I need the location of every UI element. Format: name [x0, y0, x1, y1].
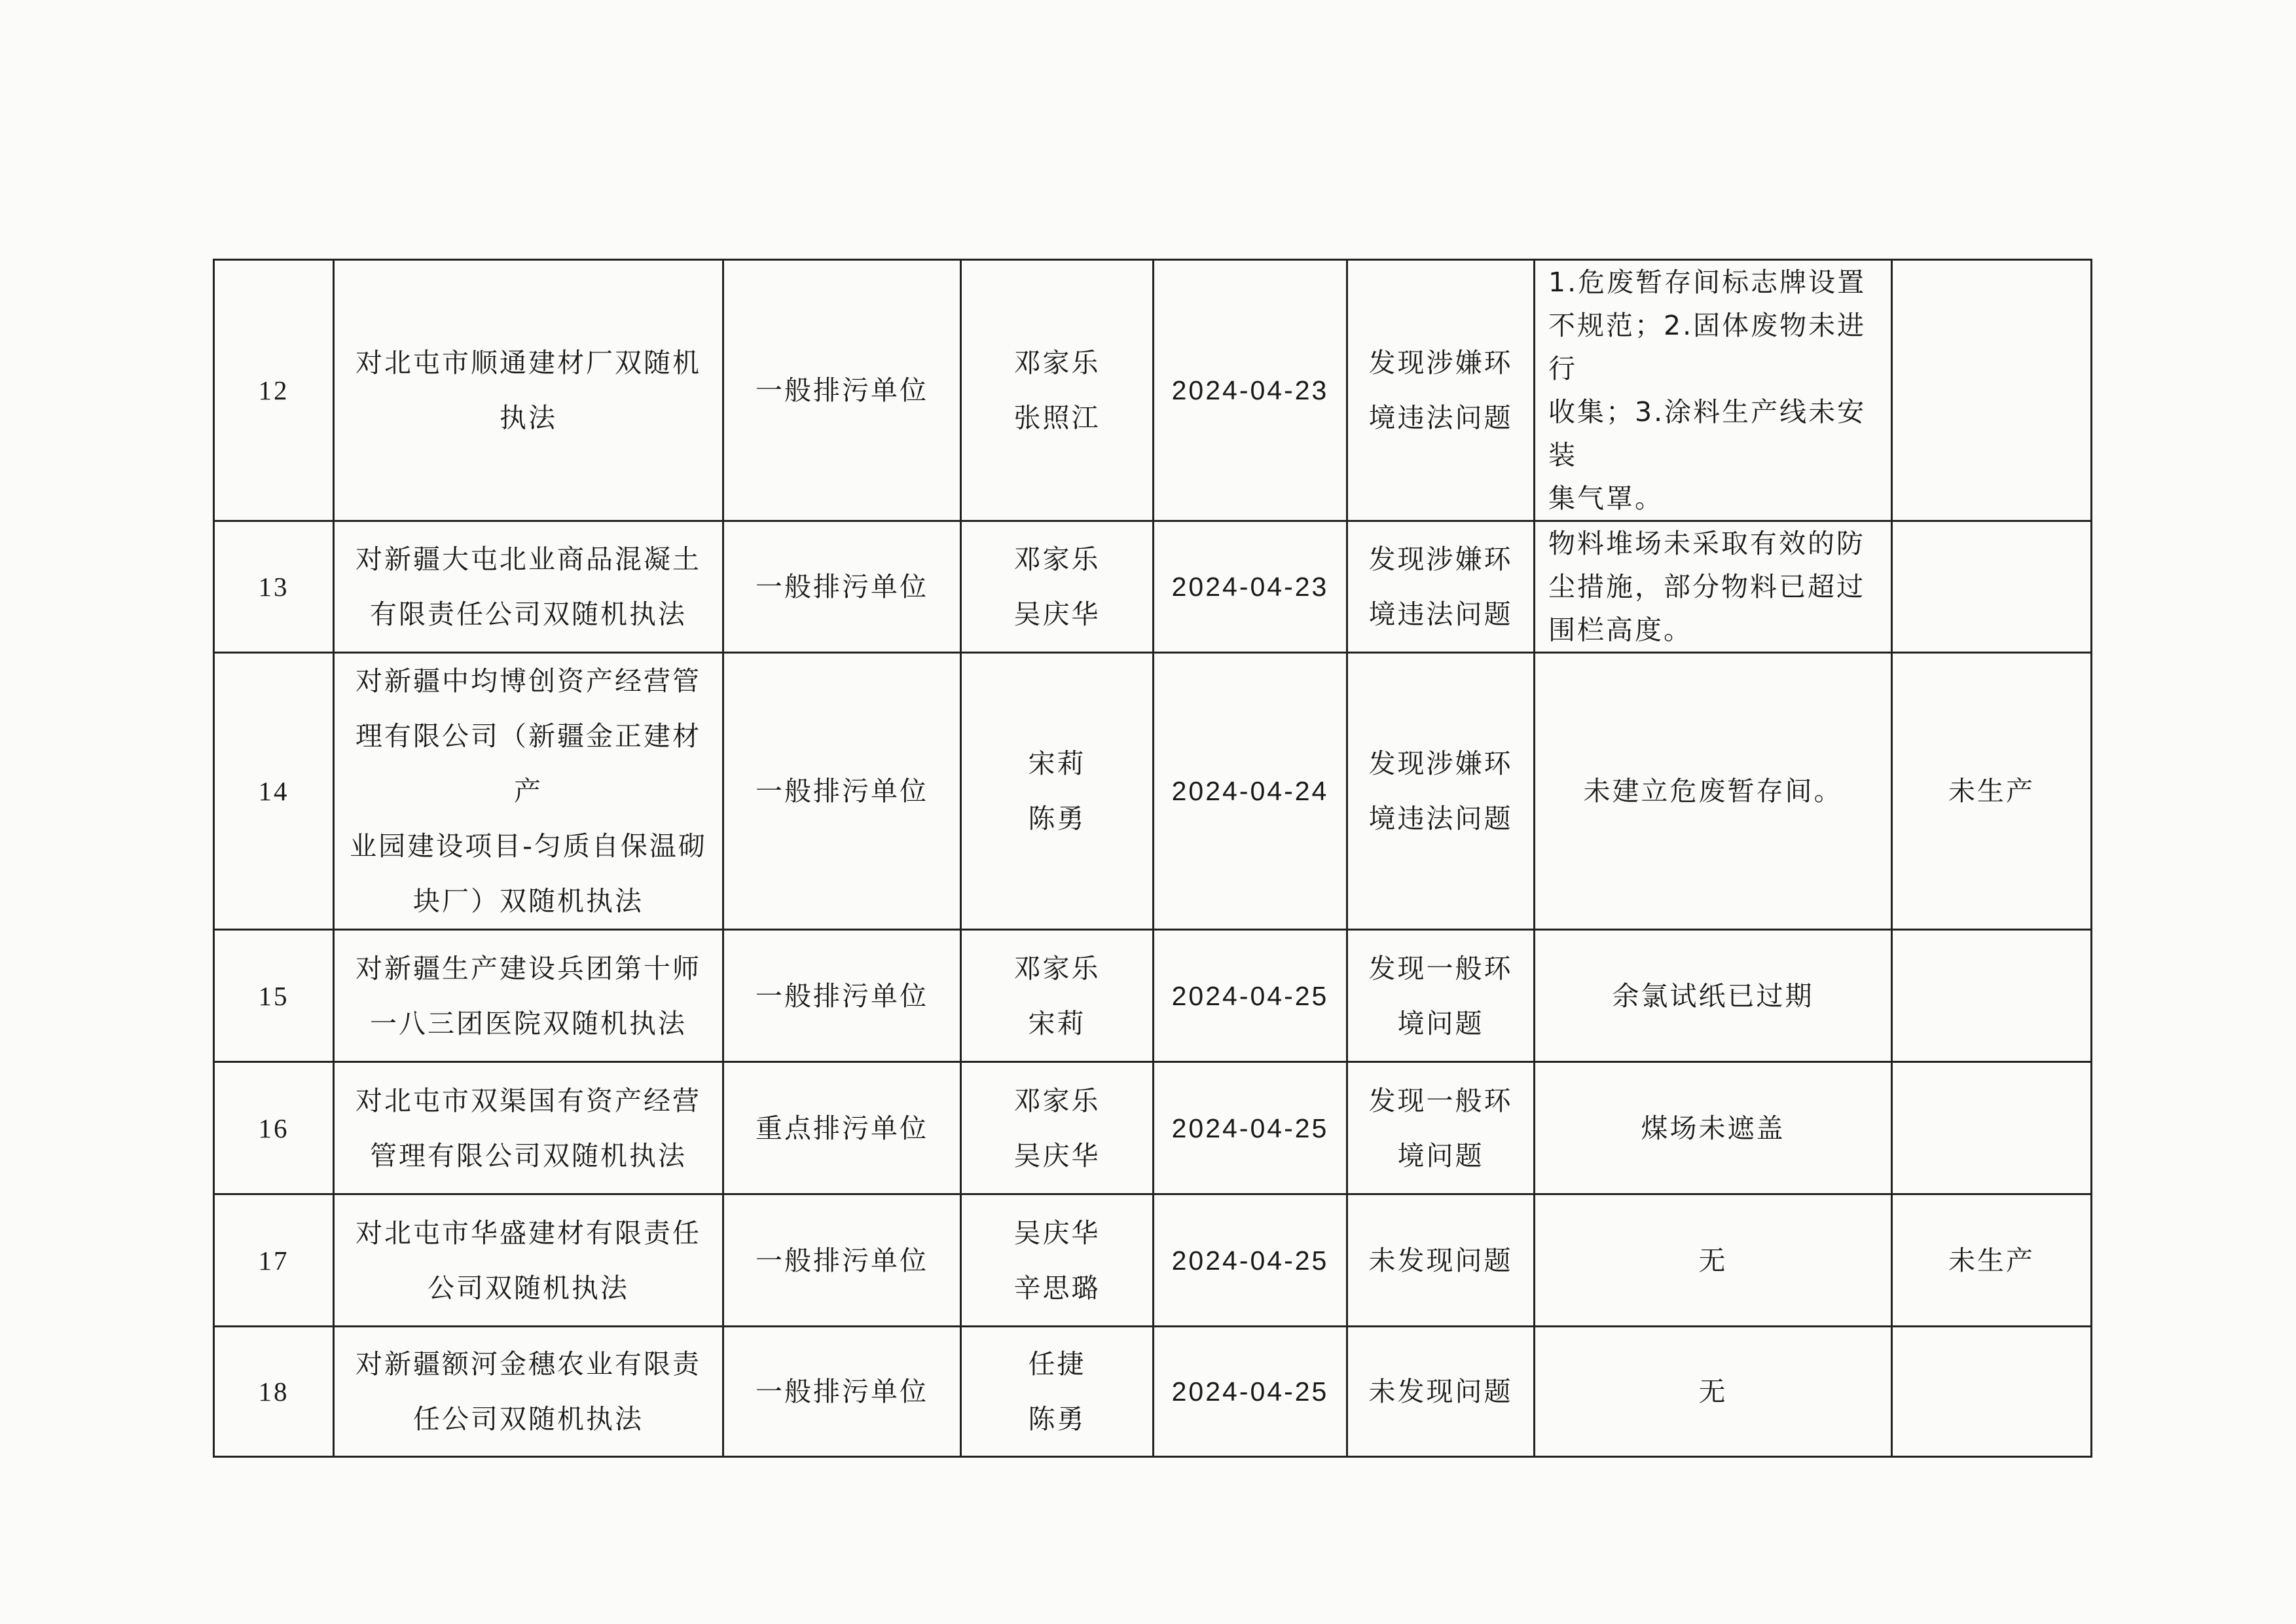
inspection-date: 2024-04-23 — [1154, 260, 1347, 521]
row-number: 18 — [214, 1327, 334, 1457]
inspectors: 任捷 陈勇 — [961, 1327, 1154, 1457]
table-row — [214, 260, 2092, 521]
inspectors: 邓家乐 吴庆华 — [961, 1062, 1154, 1194]
row-number: 12 — [214, 260, 334, 521]
table-row — [214, 930, 2092, 1062]
inspection-task: 对北屯市双渠国有资产经营 管理有限公司双随机执法 — [334, 1062, 723, 1194]
row-number: 14 — [214, 653, 334, 930]
unit-type: 一般排污单位 — [723, 653, 961, 930]
inspection-result: 发现涉嫌环 境违法问题 — [1347, 521, 1535, 653]
inspection-date: 2024-04-25 — [1154, 930, 1347, 1062]
inspection-result: 发现一般环 境问题 — [1347, 1062, 1535, 1194]
inspection-date: 2024-04-23 — [1154, 521, 1347, 653]
remark — [1892, 260, 2092, 521]
inspection-result: 发现一般环 境问题 — [1347, 930, 1535, 1062]
inspection-date: 2024-04-25 — [1154, 1194, 1347, 1327]
problems-found: 无 — [1535, 1327, 1892, 1457]
table-row — [214, 1327, 2092, 1457]
row-number: 13 — [214, 521, 334, 653]
table-row — [214, 1194, 2092, 1327]
inspectors: 邓家乐 张照江 — [961, 260, 1154, 521]
inspectors: 邓家乐 宋莉 — [961, 930, 1154, 1062]
row-number: 16 — [214, 1062, 334, 1194]
inspection-date: 2024-04-24 — [1154, 653, 1347, 930]
problems-found: 1.危废暂存间标志牌设置 不规范；2.固体废物未进行 收集；3.涂料生产线未安装 集气罩。 — [1535, 260, 1892, 521]
table-row — [214, 653, 2092, 930]
unit-type: 一般排污单位 — [723, 260, 961, 521]
inspection-result: 发现涉嫌环 境违法问题 — [1347, 653, 1535, 930]
inspection-task: 对新疆大屯北业商品混凝土 有限责任公司双随机执法 — [334, 521, 723, 653]
remark: 未生产 — [1892, 653, 2092, 930]
remark: 未生产 — [1892, 1194, 2092, 1327]
problems-found: 煤场未遮盖 — [1535, 1062, 1892, 1194]
row-number: 17 — [214, 1194, 334, 1327]
problems-found: 余氯试纸已过期 — [1535, 930, 1892, 1062]
remark — [1892, 930, 2092, 1062]
unit-type: 一般排污单位 — [723, 930, 961, 1062]
remark — [1892, 521, 2092, 653]
inspection-date: 2024-04-25 — [1154, 1062, 1347, 1194]
problems-found: 无 — [1535, 1194, 1892, 1327]
inspection-records-table — [213, 259, 2092, 1458]
inspection-task: 对新疆中均博创资产经营管 理有限公司（新疆金正建材产 业园建设项目-匀质自保温砌 块厂）双随机执法 — [334, 653, 723, 930]
unit-type: 一般排污单位 — [723, 521, 961, 653]
inspection-task: 对北屯市顺通建材厂双随机 执法 — [334, 260, 723, 521]
inspectors: 邓家乐 吴庆华 — [961, 521, 1154, 653]
inspection-result: 未发现问题 — [1347, 1194, 1535, 1327]
remark — [1892, 1327, 2092, 1457]
unit-type: 重点排污单位 — [723, 1062, 961, 1194]
unit-type: 一般排污单位 — [723, 1327, 961, 1457]
remark — [1892, 1062, 2092, 1194]
inspectors: 吴庆华 辛思璐 — [961, 1194, 1154, 1327]
inspection-date: 2024-04-25 — [1154, 1327, 1347, 1457]
inspectors: 宋莉 陈勇 — [961, 653, 1154, 930]
table-row — [214, 1062, 2092, 1194]
problems-found: 物料堆场未采取有效的防 尘措施，部分物料已超过 围栏高度。 — [1535, 521, 1892, 653]
problems-found: 未建立危废暂存间。 — [1535, 653, 1892, 930]
inspection-task: 对北屯市华盛建材有限责任 公司双随机执法 — [334, 1194, 723, 1327]
inspection-task: 对新疆额河金穗农业有限责 任公司双随机执法 — [334, 1327, 723, 1457]
row-number: 15 — [214, 930, 334, 1062]
inspection-result: 发现涉嫌环 境违法问题 — [1347, 260, 1535, 521]
inspection-task: 对新疆生产建设兵团第十师 一八三团医院双随机执法 — [334, 930, 723, 1062]
unit-type: 一般排污单位 — [723, 1194, 961, 1327]
table-row — [214, 521, 2092, 653]
inspection-result: 未发现问题 — [1347, 1327, 1535, 1457]
